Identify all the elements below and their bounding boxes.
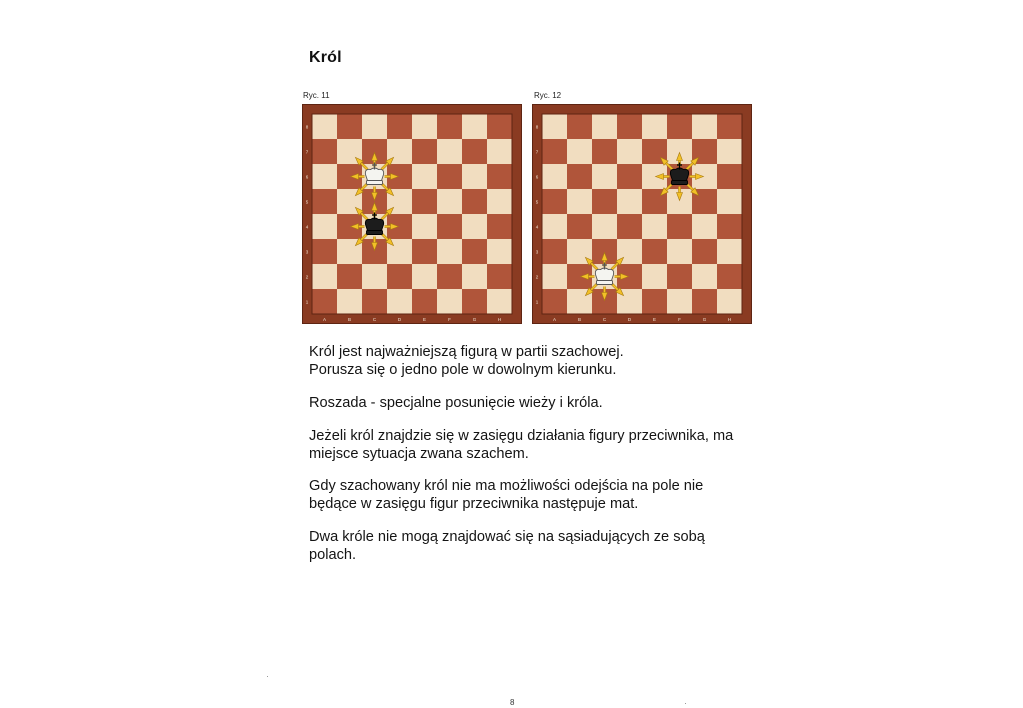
board-square bbox=[412, 264, 437, 289]
board-square bbox=[312, 264, 337, 289]
chessboard-figure-11 bbox=[302, 104, 522, 324]
board-square bbox=[487, 214, 512, 239]
board-square bbox=[337, 289, 362, 314]
rank-label: 1 bbox=[535, 299, 539, 305]
board-square bbox=[667, 264, 692, 289]
board-square bbox=[462, 114, 487, 139]
board-square bbox=[667, 214, 692, 239]
rank-label: 3 bbox=[535, 249, 539, 255]
board-square bbox=[487, 164, 512, 189]
board-square bbox=[462, 164, 487, 189]
file-label: F bbox=[678, 317, 681, 322]
board-square bbox=[437, 114, 462, 139]
rank-label: 1 bbox=[305, 299, 309, 305]
file-label: C bbox=[602, 317, 607, 322]
board-square bbox=[567, 114, 592, 139]
board-square bbox=[437, 164, 462, 189]
board-square bbox=[412, 114, 437, 139]
board-square bbox=[387, 264, 412, 289]
board-square bbox=[567, 139, 592, 164]
figure-label-11: Ryc. 11 bbox=[303, 91, 330, 100]
paragraph-2 bbox=[309, 395, 603, 413]
rank-label: 4 bbox=[535, 224, 539, 230]
board-square bbox=[487, 189, 512, 214]
file-label: D bbox=[627, 317, 632, 322]
board-square bbox=[462, 289, 487, 314]
board-square bbox=[717, 189, 742, 214]
file-label: B bbox=[577, 317, 582, 322]
board-square bbox=[617, 189, 642, 214]
file-label: A bbox=[552, 317, 557, 322]
scan-speck bbox=[267, 676, 268, 677]
board-square bbox=[542, 189, 567, 214]
board-square bbox=[437, 189, 462, 214]
board-square bbox=[542, 139, 567, 164]
board-svg bbox=[302, 104, 522, 324]
board-square bbox=[387, 114, 412, 139]
rank-label: 3 bbox=[305, 249, 309, 255]
board-square bbox=[337, 264, 362, 289]
board-square bbox=[387, 289, 412, 314]
board-square bbox=[312, 164, 337, 189]
board-square bbox=[462, 189, 487, 214]
board-square bbox=[717, 164, 742, 189]
file-label: F bbox=[448, 317, 451, 322]
board-square bbox=[692, 214, 717, 239]
file-label: G bbox=[472, 317, 477, 322]
file-label: E bbox=[422, 317, 427, 322]
rank-label: 4 bbox=[305, 224, 309, 230]
board-square bbox=[692, 239, 717, 264]
file-label: C bbox=[372, 317, 377, 322]
paragraph-line: Roszada - specjalne posunięcie wieży i króla. bbox=[309, 395, 603, 411]
board-square bbox=[462, 214, 487, 239]
board-square bbox=[437, 264, 462, 289]
paragraph-line: Gdy szachowany król nie ma możliwości odejścia na pole nie bbox=[309, 478, 704, 494]
board-square bbox=[592, 114, 617, 139]
board-square bbox=[312, 289, 337, 314]
board-square bbox=[437, 289, 462, 314]
rank-label: 5 bbox=[535, 199, 539, 205]
board-square bbox=[592, 189, 617, 214]
rank-label: 2 bbox=[535, 274, 539, 280]
board-square bbox=[542, 214, 567, 239]
paragraph-line: Król jest najważniejszą figurą w partii szachowej. bbox=[309, 344, 624, 360]
board-square bbox=[412, 139, 437, 164]
board-square bbox=[487, 239, 512, 264]
board-square bbox=[412, 164, 437, 189]
board-square bbox=[617, 139, 642, 164]
board-square bbox=[542, 164, 567, 189]
board-square bbox=[437, 239, 462, 264]
page-number: 8 bbox=[510, 698, 515, 707]
board-square bbox=[692, 264, 717, 289]
board-square bbox=[617, 164, 642, 189]
paragraph-line: Dwa króle nie mogą znajdować się na sąsiadujących ze sobą bbox=[309, 529, 705, 545]
board-square bbox=[667, 239, 692, 264]
board-square bbox=[617, 214, 642, 239]
page-title: Król bbox=[309, 49, 342, 66]
board-square bbox=[567, 164, 592, 189]
board-square bbox=[312, 189, 337, 214]
board-square bbox=[337, 114, 362, 139]
paragraph-3 bbox=[309, 428, 733, 463]
board-square bbox=[642, 239, 667, 264]
board-square bbox=[617, 114, 642, 139]
board-square bbox=[592, 139, 617, 164]
board-square bbox=[567, 189, 592, 214]
board-square bbox=[717, 239, 742, 264]
rank-label: 8 bbox=[305, 124, 309, 130]
rank-label: 6 bbox=[535, 174, 539, 180]
rank-label: 8 bbox=[535, 124, 539, 130]
board-svg bbox=[532, 104, 752, 324]
paragraph-line: miejsce sytuacja zwana szachem. bbox=[309, 445, 529, 462]
rank-label: 7 bbox=[305, 149, 309, 155]
board-square bbox=[642, 114, 667, 139]
board-square bbox=[717, 289, 742, 314]
board-square bbox=[462, 239, 487, 264]
board-square bbox=[437, 139, 462, 164]
board-square bbox=[717, 264, 742, 289]
board-square bbox=[462, 264, 487, 289]
file-label: E bbox=[652, 317, 657, 322]
rank-label: 7 bbox=[535, 149, 539, 155]
board-square bbox=[542, 114, 567, 139]
board-square bbox=[642, 289, 667, 314]
board-square bbox=[312, 214, 337, 239]
board-square bbox=[542, 239, 567, 264]
rank-label: 2 bbox=[305, 274, 309, 280]
rank-label: 6 bbox=[305, 174, 309, 180]
paragraph-line: Porusza się o jedno pole w dowolnym kierunku. bbox=[309, 361, 617, 378]
board-square bbox=[642, 214, 667, 239]
rank-label: 5 bbox=[305, 199, 309, 205]
board-square bbox=[717, 114, 742, 139]
board-square bbox=[487, 264, 512, 289]
file-label: D bbox=[397, 317, 402, 322]
board-square bbox=[362, 114, 387, 139]
board-square bbox=[362, 264, 387, 289]
board-square bbox=[462, 139, 487, 164]
board-square bbox=[567, 214, 592, 239]
file-label: H bbox=[727, 317, 732, 322]
file-label: H bbox=[497, 317, 502, 322]
board-square bbox=[412, 189, 437, 214]
board-square bbox=[487, 289, 512, 314]
board-square bbox=[412, 239, 437, 264]
board-square bbox=[487, 114, 512, 139]
paragraph-line: polach. bbox=[309, 546, 357, 563]
scan-speck bbox=[685, 703, 686, 704]
board-square bbox=[642, 264, 667, 289]
board-square bbox=[542, 289, 567, 314]
board-square bbox=[692, 289, 717, 314]
paragraph-5 bbox=[309, 529, 705, 564]
board-square bbox=[362, 289, 387, 314]
board-square bbox=[717, 139, 742, 164]
board-square bbox=[487, 139, 512, 164]
file-label: G bbox=[702, 317, 707, 322]
paragraph-1 bbox=[309, 344, 624, 379]
board-square bbox=[717, 214, 742, 239]
board-square bbox=[312, 239, 337, 264]
paragraph-line: Jeżeli król znajdzie się w zasięgu działania figury przeciwnika, ma bbox=[309, 428, 734, 444]
board-square bbox=[592, 214, 617, 239]
board-square bbox=[312, 114, 337, 139]
paragraph-4 bbox=[309, 478, 703, 513]
paragraph-line: będące w zasięgu figur przeciwnika następuje mat. bbox=[309, 495, 639, 512]
figure-label-12: Ryc. 12 bbox=[534, 91, 562, 100]
board-square bbox=[692, 114, 717, 139]
board-square bbox=[412, 289, 437, 314]
file-label: B bbox=[347, 317, 352, 322]
board-square bbox=[592, 164, 617, 189]
file-label: A bbox=[322, 317, 327, 322]
board-square bbox=[437, 214, 462, 239]
chessboard-figure-12 bbox=[532, 104, 752, 324]
board-square bbox=[542, 264, 567, 289]
board-square bbox=[412, 214, 437, 239]
board-square bbox=[667, 114, 692, 139]
board-square bbox=[312, 139, 337, 164]
board-square bbox=[667, 289, 692, 314]
